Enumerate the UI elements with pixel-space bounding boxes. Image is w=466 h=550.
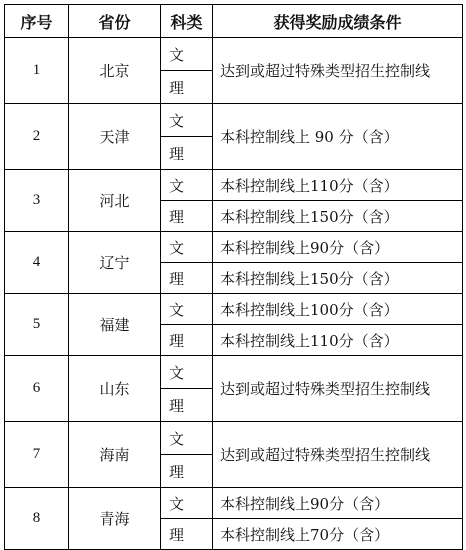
row-condition: 本科控制线上70分（含） (213, 519, 463, 550)
row-subject: 理 (161, 201, 213, 232)
row-province: 辽宁 (69, 232, 161, 294)
table-row (5, 38, 463, 71)
row-province: 山东 (69, 356, 161, 422)
table-row (5, 104, 463, 137)
header-no: 序号 (5, 5, 69, 38)
table-row (5, 356, 463, 389)
row-province: 青海 (69, 488, 161, 550)
header-province: 省份 (69, 5, 161, 38)
row-condition: 达到或超过特殊类型招生控制线 (213, 422, 463, 488)
row-condition: 本科控制线上110分（含） (213, 170, 463, 201)
row-number: 5 (5, 294, 69, 356)
table-row (5, 294, 463, 325)
row-subject: 理 (161, 455, 213, 488)
table-row (5, 232, 463, 263)
row-number: 7 (5, 422, 69, 488)
row-condition: 本科控制线上110分（含） (213, 325, 463, 356)
row-subject: 文 (161, 294, 213, 325)
row-number: 1 (5, 38, 69, 104)
table-row (5, 170, 463, 201)
row-number: 3 (5, 170, 69, 232)
row-subject: 文 (161, 38, 213, 71)
row-subject: 文 (161, 422, 213, 455)
row-subject: 文 (161, 232, 213, 263)
row-province: 北京 (69, 38, 161, 104)
row-condition: 本科控制线上 90 分（含） (213, 104, 463, 170)
row-province: 天津 (69, 104, 161, 170)
row-province: 福建 (69, 294, 161, 356)
row-subject: 理 (161, 389, 213, 422)
row-condition: 本科控制线上90分（含） (213, 232, 463, 263)
row-subject: 文 (161, 488, 213, 519)
row-subject: 文 (161, 104, 213, 137)
row-province: 河北 (69, 170, 161, 232)
row-subject: 理 (161, 263, 213, 294)
row-subject: 理 (161, 325, 213, 356)
row-subject: 理 (161, 519, 213, 550)
row-subject: 理 (161, 71, 213, 104)
row-number: 8 (5, 488, 69, 550)
row-condition: 本科控制线上150分（含） (213, 201, 463, 232)
row-subject: 理 (161, 137, 213, 170)
header-condition: 获得奖励成绩条件 (213, 5, 463, 38)
header-row (5, 5, 463, 38)
table-row (5, 422, 463, 455)
row-subject: 文 (161, 356, 213, 389)
row-province: 海南 (69, 422, 161, 488)
row-subject: 文 (161, 170, 213, 201)
row-condition: 本科控制线上90分（含） (213, 488, 463, 519)
row-condition: 达到或超过特殊类型招生控制线 (213, 38, 463, 104)
table-row (5, 488, 463, 519)
row-condition: 本科控制线上100分（含） (213, 294, 463, 325)
row-number: 4 (5, 232, 69, 294)
header-subject: 科类 (161, 5, 213, 38)
row-number: 2 (5, 104, 69, 170)
row-condition: 达到或超过特殊类型招生控制线 (213, 356, 463, 422)
award-conditions-table (4, 4, 463, 550)
row-number: 6 (5, 356, 69, 422)
row-condition: 本科控制线上150分（含） (213, 263, 463, 294)
